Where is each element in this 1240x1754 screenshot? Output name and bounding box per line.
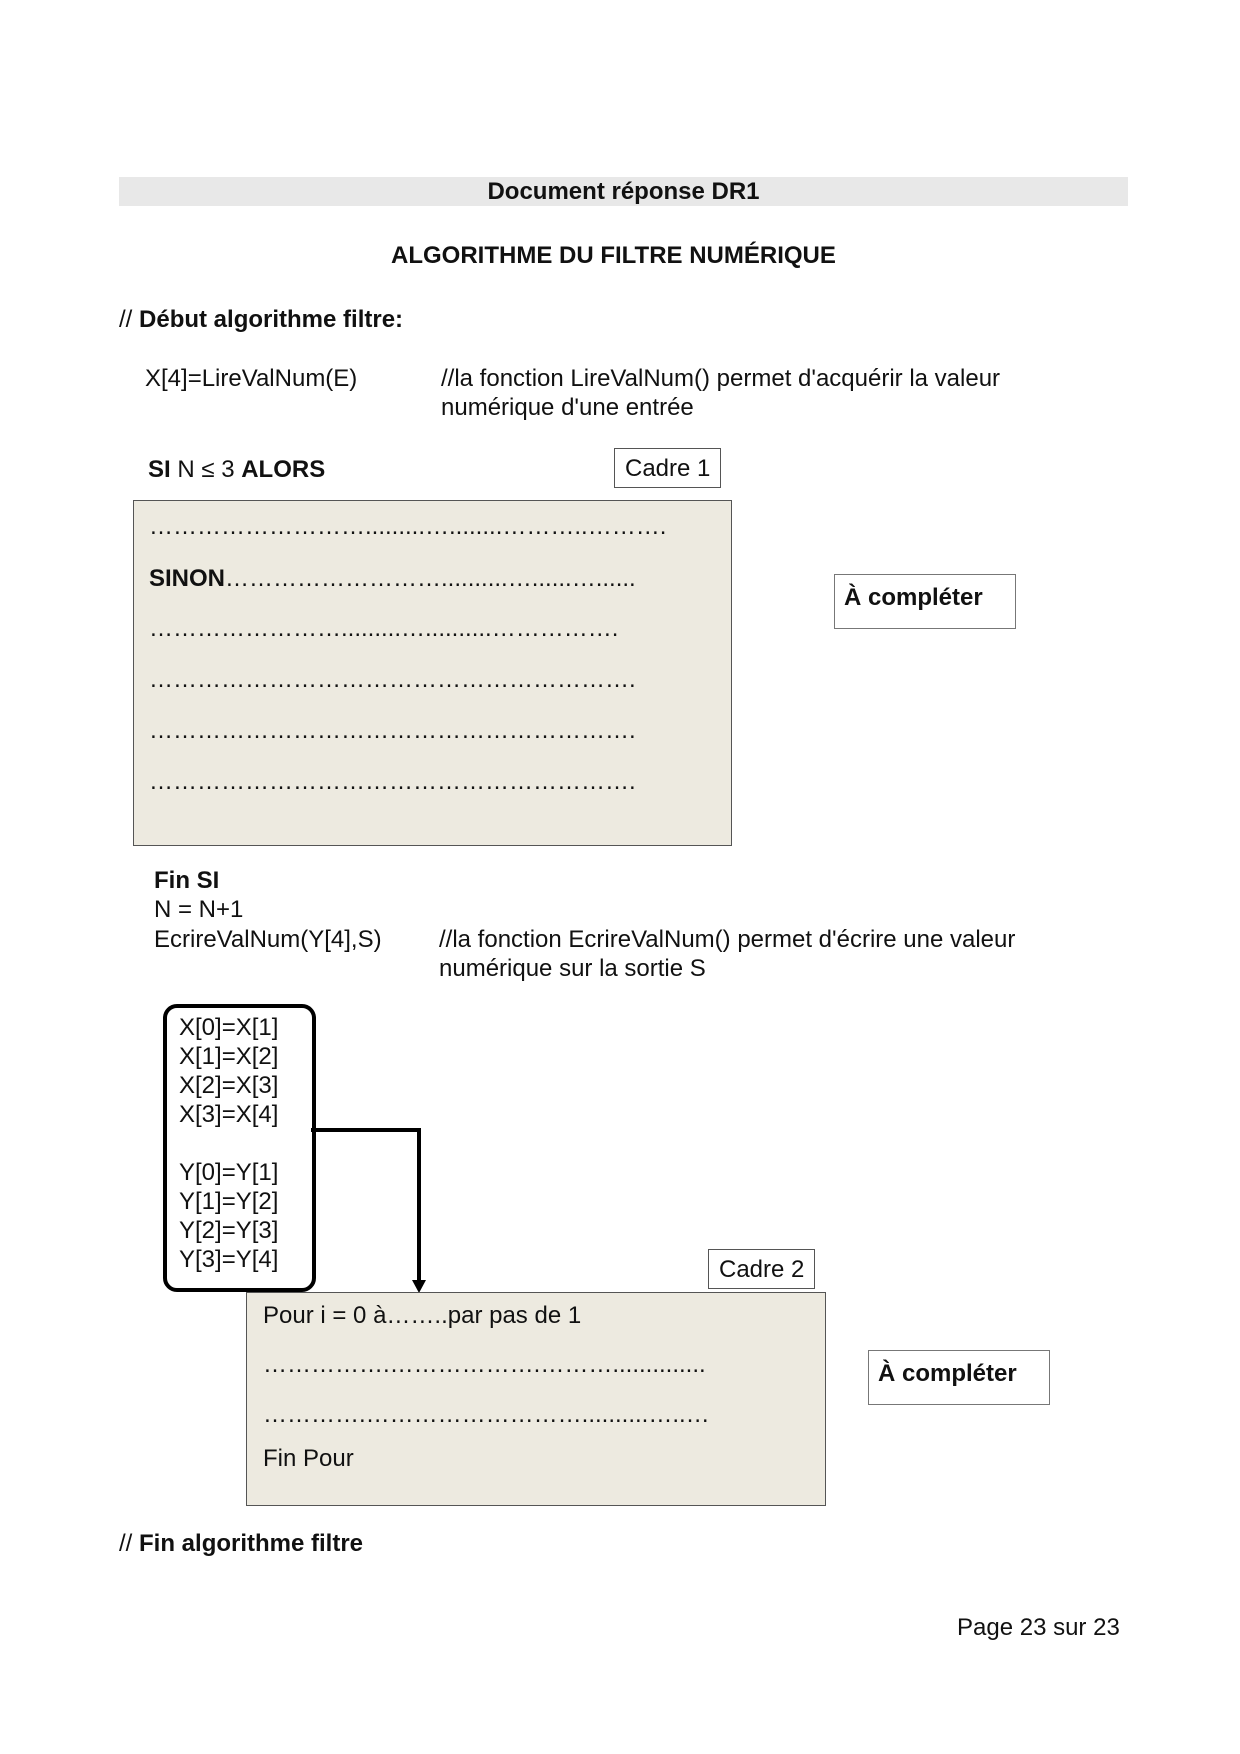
frame1-answer-line[interactable]: …………………….........…..........……………. xyxy=(149,615,619,642)
frame2-answer-line[interactable]: …………….……………….……….............. xyxy=(263,1351,706,1378)
y-shift-line: Y[0]=Y[1] xyxy=(179,1159,279,1186)
algorithm-end-label: Fin algorithme filtre xyxy=(139,1530,364,1557)
frame1-answer-line[interactable]: ……………………………………………………. xyxy=(149,768,636,795)
frame2-answer-box[interactable] xyxy=(246,1292,826,1506)
read-comment-line2: numérique d'une entrée xyxy=(441,394,694,421)
read-code: X[4]=LireValNum(E) xyxy=(145,365,358,392)
algorithm-end xyxy=(119,1530,363,1558)
frame2-answer-line[interactable]: ………….………………………..........…..… xyxy=(263,1401,710,1428)
x-shift-line: X[0]=X[1] xyxy=(179,1014,279,1041)
page-number: Page 23 sur 23 xyxy=(957,1614,1120,1641)
increment-line: N = N+1 xyxy=(154,896,244,923)
else-answer-dots[interactable]: ………………………..........…......…...... xyxy=(225,565,636,592)
write-comment-line1: //la fonction EcrireValNum() permet d'écrire une valeur xyxy=(439,926,1016,953)
frame1-label: Cadre 1 xyxy=(614,448,721,488)
frame1-answer-line[interactable]: ……………………………………………………. xyxy=(149,666,636,693)
comment-prefix: // xyxy=(119,1530,140,1557)
comment-prefix: // xyxy=(119,306,140,333)
complete-note-1-label: À compléter xyxy=(844,584,983,611)
connector-line xyxy=(311,1130,419,1282)
frame1-answer-line[interactable]: ……………………….........…........………..………. xyxy=(149,513,667,540)
end-if: Fin SI xyxy=(154,867,220,894)
read-comment-line1: //la fonction LireValNum() permet d'acquérir la valeur xyxy=(441,365,1001,392)
x-shift-line: X[1]=X[2] xyxy=(179,1043,279,1070)
complete-note-2 xyxy=(868,1350,1050,1405)
write-code: EcrireValNum(Y[4],S) xyxy=(154,926,382,953)
end-for: Fin Pour xyxy=(263,1445,354,1472)
then-keyword: ALORS xyxy=(241,456,326,483)
y-shift-line: Y[2]=Y[3] xyxy=(179,1217,279,1244)
write-comment-line2: numérique sur la sortie S xyxy=(439,955,706,982)
if-keyword: SI xyxy=(148,456,171,483)
complete-note-2-label: À compléter xyxy=(878,1360,1017,1387)
y-shift-line: Y[3]=Y[4] xyxy=(179,1246,279,1273)
document-title: Document réponse DR1 xyxy=(487,178,760,205)
x-shift-line: X[3]=X[4] xyxy=(179,1101,279,1128)
for-loop-line[interactable]: Pour i = 0 à……..par pas de 1 xyxy=(263,1302,582,1329)
frame1-answer-line[interactable]: ……………………………………………………. xyxy=(149,717,636,744)
algorithm-start-label: Début algorithme filtre: xyxy=(139,306,404,333)
if-expression: N ≤ 3 xyxy=(170,456,242,483)
frame2-label: Cadre 2 xyxy=(708,1249,815,1289)
else-keyword: SINON xyxy=(149,565,226,592)
algorithm-title: ALGORITHME DU FILTRE NUMÉRIQUE xyxy=(391,242,836,269)
y-shift-line: Y[1]=Y[2] xyxy=(179,1188,279,1215)
x-shift-line: X[2]=X[3] xyxy=(179,1072,279,1099)
